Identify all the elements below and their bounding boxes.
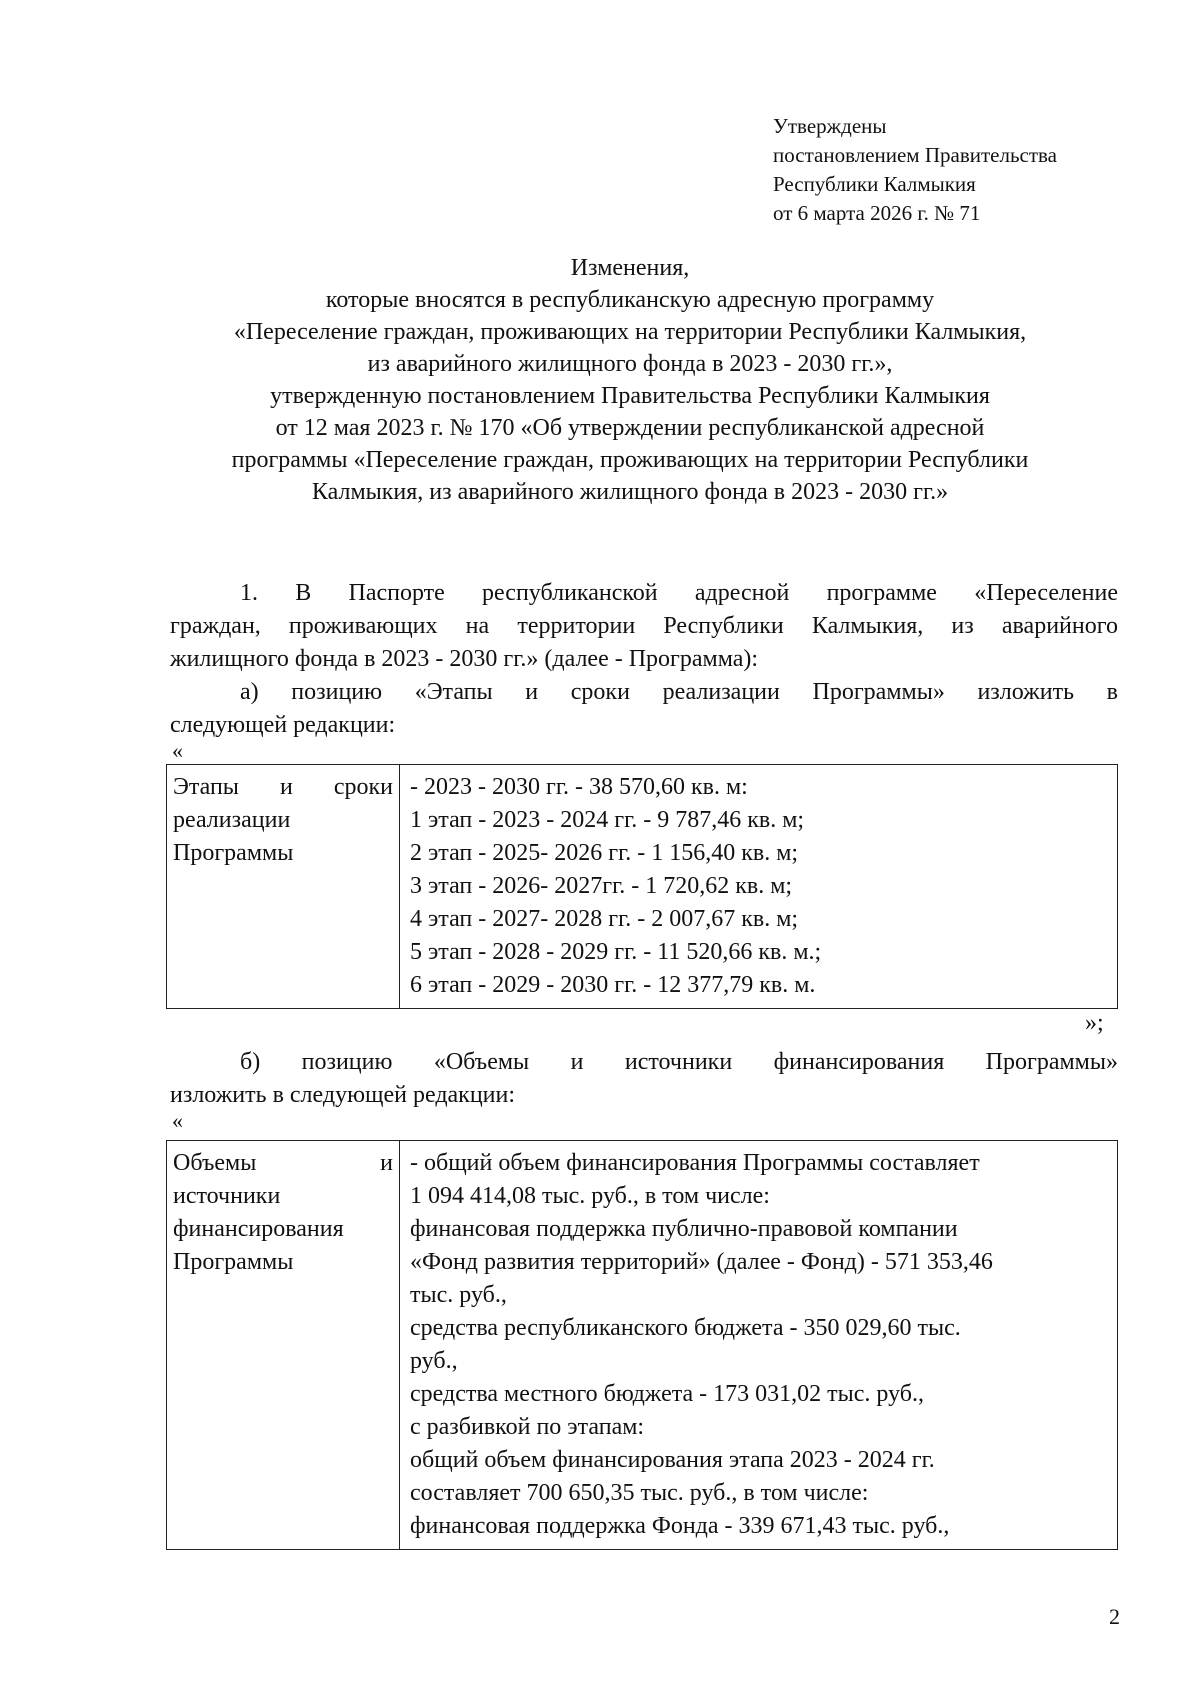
open-quote: « [172, 738, 183, 763]
paragraph-line: изложить в следующей редакции: [170, 1082, 516, 1108]
value-cell [400, 765, 1118, 1009]
title-line: «Переселение граждан, проживающих на территории Республики Калмыкия, [233, 319, 1027, 345]
approval-line: постановлением Правительства [773, 143, 1058, 167]
stage-line: - 2023 - 2030 гг. - 38 570,60 кв. м: [410, 774, 748, 800]
table-row [167, 765, 1118, 1009]
approval-stamp [773, 112, 1057, 228]
open-quote: « [172, 1108, 183, 1133]
paragraph-line: а) позицию «Этапы и сроки реализации Программы» изложить в [240, 679, 1118, 705]
label-word: и [380, 1150, 393, 1176]
approval-line: Утверждены [773, 114, 887, 138]
title-line: программы «Переселение граждан, проживающих на территории Республики [231, 447, 1029, 473]
label-line: источники [173, 1183, 281, 1209]
financing-table [166, 1140, 1118, 1550]
financing-line: финансовая поддержка публично-правовой компании [410, 1216, 958, 1242]
item-b-paragraph [170, 1046, 1118, 1112]
paragraph-line: 1. В Паспорте республиканской адресной программе «Переселение [240, 580, 1118, 606]
stage-line: 5 этап - 2028 - 2029 гг. - 11 520,66 кв. м.; [410, 939, 822, 965]
title-line: Калмыкия, из аварийного жилищного фонда в 2023 - 2030 гг.» [311, 479, 949, 505]
label-line: Программы [173, 840, 294, 866]
paragraph-line: жилищного фонда в 2023 - 2030 гг.» (далее - Программа): [170, 646, 759, 672]
close-quote: »; [1085, 1010, 1104, 1036]
stage-line: 1 этап - 2023 - 2024 гг. - 9 787,46 кв. м; [410, 807, 805, 833]
label-word: Объемы [173, 1150, 257, 1176]
stage-line: 3 этап - 2026- 2027гг. - 1 720,62 кв. м; [410, 873, 793, 899]
financing-line: 1 094 414,08 тыс. руб., в том числе: [410, 1183, 770, 1209]
title-line: Изменения, [570, 255, 690, 281]
paragraph-line: б) позицию «Объемы и источники финансирования Программы» [240, 1049, 1118, 1075]
label-line: финансирования [173, 1216, 344, 1242]
value-cell [400, 1141, 1118, 1550]
stage-line: 2 этап - 2025- 2026 гг. - 1 156,40 кв. м; [410, 840, 799, 866]
financing-line: руб., [410, 1348, 458, 1374]
label-first-line [173, 771, 393, 804]
label-line: реализации [173, 807, 291, 833]
table-row [167, 1141, 1118, 1550]
approval-line: Республики Калмыкия [773, 172, 976, 196]
financing-line: тыс. руб., [410, 1282, 507, 1308]
section-1-paragraph [170, 577, 1118, 676]
label-word: Этапы [173, 774, 239, 800]
title-line: от 12 мая 2023 г. № 170 «Об утверждении республиканской адресной [275, 415, 985, 441]
label-cell [167, 1141, 400, 1550]
stage-line: 4 этап - 2027- 2028 гг. - 2 007,67 кв. м; [410, 906, 799, 932]
financing-line: «Фонд развития территорий» (далее - Фонд) - 571 353,46 [410, 1249, 993, 1275]
stage-line: 6 этап - 2029 - 2030 гг. - 12 377,79 кв. м. [410, 972, 816, 998]
label-first-line [173, 1147, 393, 1180]
title-line: которые вносятся в республиканскую адресную программу [325, 287, 935, 313]
financing-line: финансовая поддержка Фонда - 339 671,43 тыс. руб., [410, 1513, 950, 1539]
page-number: 2 [1109, 1604, 1120, 1629]
financing-line: - общий объем финансирования Программы составляет [410, 1150, 980, 1176]
financing-line: общий объем финансирования этапа 2023 - 2024 гг. [410, 1447, 935, 1473]
financing-line: средства республиканского бюджета - 350 029,60 тыс. [410, 1315, 961, 1341]
label-cell [167, 765, 400, 1009]
financing-line: средства местного бюджета - 173 031,02 тыс. руб., [410, 1381, 924, 1407]
document-title [150, 252, 1110, 508]
title-line: из аварийного жилищного фонда в 2023 - 2030 гг.», [367, 351, 893, 377]
paragraph-line: следующей редакции: [170, 712, 396, 738]
title-line: утвержденную постановлением Правительства Республики Калмыкия [270, 383, 990, 409]
stages-table [166, 764, 1118, 1009]
label-line: Программы [173, 1249, 294, 1275]
financing-line: составляет 700 650,35 тыс. руб., в том числе: [410, 1480, 869, 1506]
paragraph-line: граждан, проживающих на территории Республики Калмыкия, из аварийного [170, 613, 1118, 639]
label-word: и [279, 774, 293, 800]
approval-line: от 6 марта 2026 г. № 71 [773, 201, 981, 225]
item-a-paragraph [170, 676, 1118, 742]
label-word: сроки [333, 774, 393, 800]
financing-line: с разбивкой по этапам: [410, 1414, 645, 1440]
